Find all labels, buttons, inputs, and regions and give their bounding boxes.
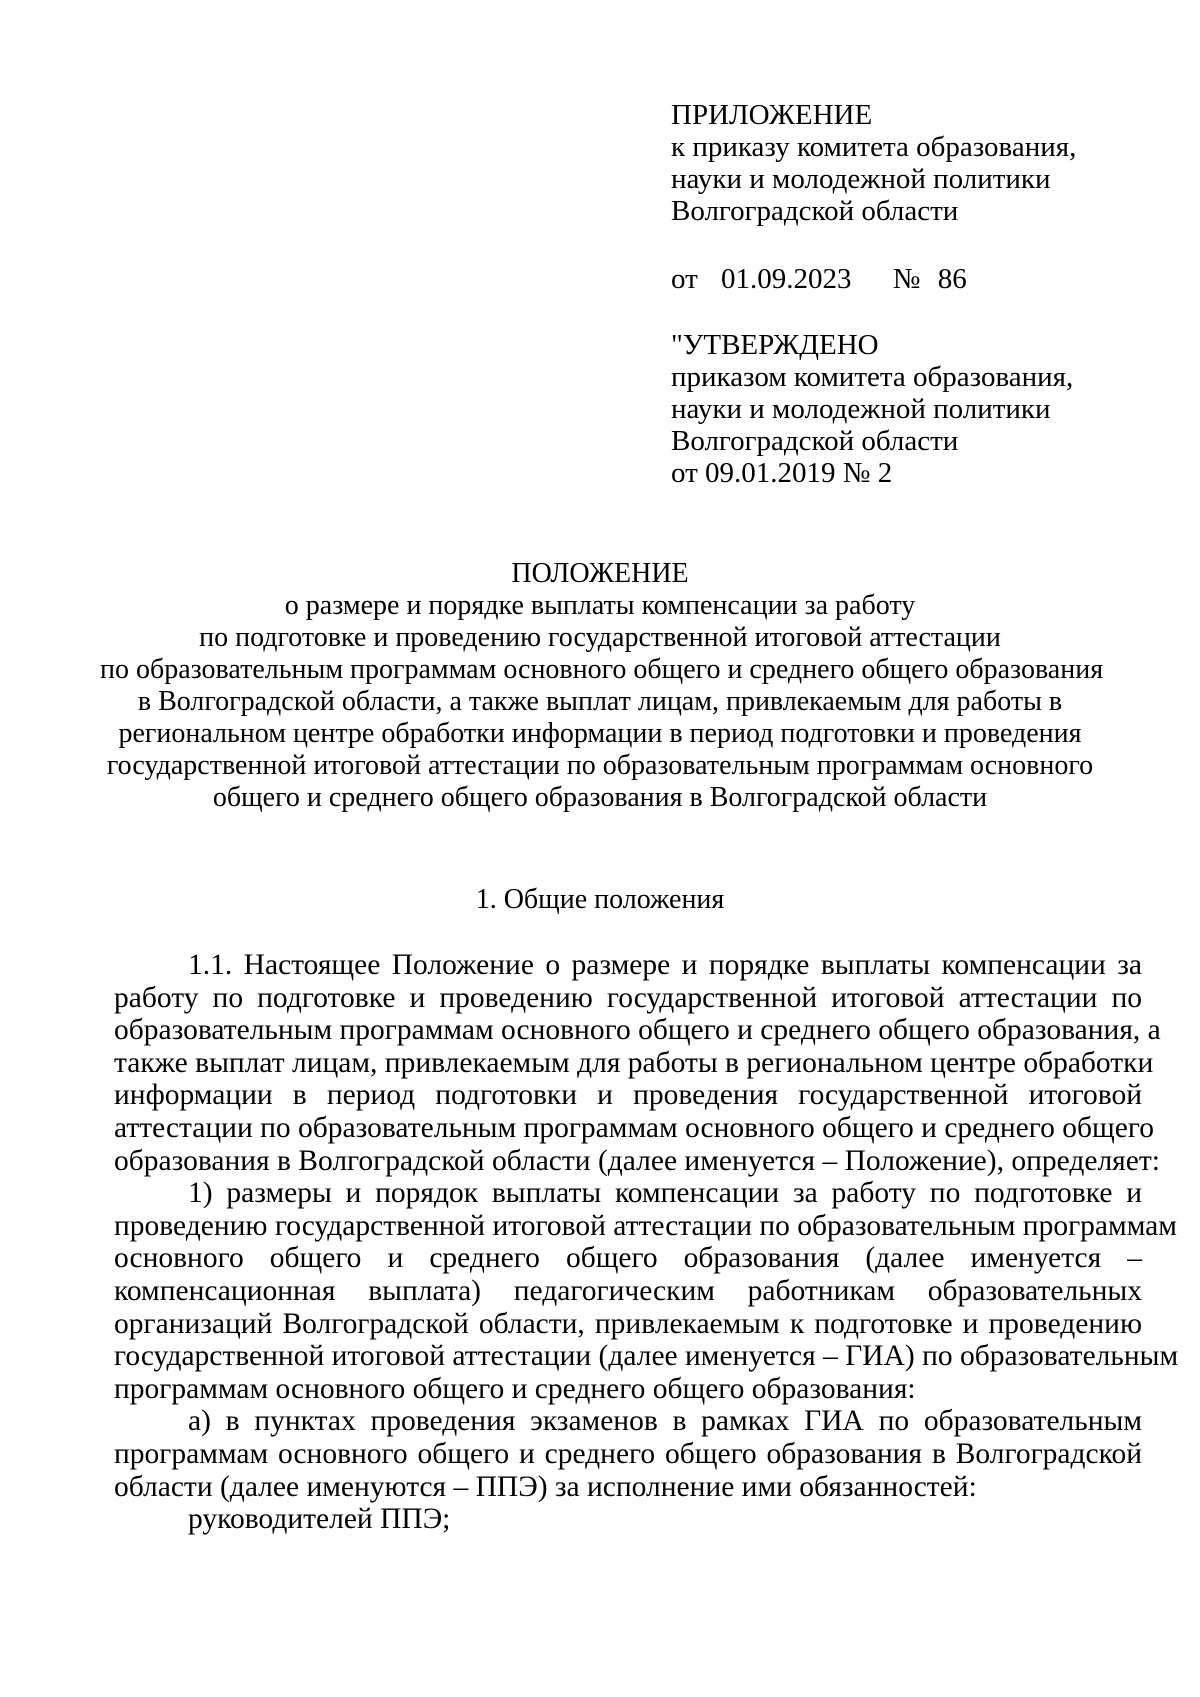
paragraph-line: организаций Волгоградской области, привлекаемым к подготовке и проведению xyxy=(114,1307,1142,1340)
approved-block xyxy=(671,329,1073,489)
order-date: 01.09.2023 xyxy=(721,263,852,295)
paragraph-line: информации в период подготовки и проведения государственной итоговой xyxy=(114,1079,1142,1112)
order-date-number xyxy=(671,263,967,295)
order-number-sign: № xyxy=(892,263,921,295)
paragraph-line: основного общего и среднего общего образования (далее именуется – xyxy=(114,1242,1142,1275)
paragraph-line: а) в пунктах проведения экзаменов в рамках ГИА по образовательным xyxy=(188,1405,1142,1438)
paragraph-line: проведению государственной итоговой аттестации по образовательным программам xyxy=(114,1209,1177,1242)
approved-line: Волгоградской области xyxy=(671,425,959,457)
title-line: государственной итоговой аттестации по образовательным программам основного xyxy=(106,750,1094,781)
approved-heading: "УТВЕРЖДЕНО xyxy=(671,329,879,361)
paragraph-line: 1) размеры и порядок выплаты компенсации за работу по подготовке и xyxy=(188,1177,1142,1210)
title-heading: ПОЛОЖЕНИЕ xyxy=(511,558,689,589)
appendix-line: Волгоградской области xyxy=(671,195,959,227)
appendix-line: к приказу комитета образования, xyxy=(671,131,1077,163)
appendix-line: науки и молодежной политики xyxy=(671,163,1051,195)
paragraph-line: образования в Волгоградской области (далее именуется – Положение), определяет: xyxy=(114,1144,1160,1177)
title-line: о размере и порядке выплаты компенсации за работу xyxy=(284,590,916,621)
paragraph-line: государственной итоговой аттестации (далее именуется – ГИА) по образовательным xyxy=(114,1340,1179,1373)
paragraph-line: образовательным программам основного общего и среднего общего образования, а xyxy=(114,1014,1161,1047)
approved-line: науки и молодежной политики xyxy=(671,393,1051,425)
paragraph-line: руководителей ППЭ; xyxy=(188,1503,451,1536)
title-line: по образовательным программам основного общего и среднего общего образования xyxy=(100,654,1104,685)
paragraph-line: также выплат лицам, привлекаемым для работы в региональном центре обработки xyxy=(114,1046,1154,1079)
approved-line: приказом комитета образования, xyxy=(671,361,1074,393)
title-line: по подготовке и проведению государственной итоговой аттестации xyxy=(199,622,1001,653)
paragraph-line: области (далее именуются – ППЭ) за исполнение ими обязанностей: xyxy=(114,1470,977,1503)
approved-line: от 09.01.2019 № 2 xyxy=(671,457,893,489)
paragraph-line: работу по подготовке и проведению государственной итоговой аттестации по xyxy=(114,981,1142,1014)
title-line: региональном центре обработки информации в период подготовки и проведения xyxy=(118,718,1082,749)
order-number: 86 xyxy=(937,263,967,295)
appendix-heading: ПРИЛОЖЕНИЕ xyxy=(671,99,873,131)
appendix-block xyxy=(671,99,1076,227)
paragraph-line: 1.1. Настоящее Положение о размере и порядке выплаты компенсации за xyxy=(188,949,1142,981)
paragraph-line: программам основного общего и среднего общего образования: xyxy=(114,1372,916,1405)
paragraph-line: аттестации по образовательным программам основного общего и среднего общего xyxy=(114,1111,1154,1144)
order-from-label: от xyxy=(671,263,698,295)
section-title: 1. Общие положения xyxy=(475,884,725,915)
paragraph-line: программам основного общего и среднего общего образования в Волгоградской xyxy=(114,1437,1142,1470)
title-line: в Волгоградской области, а также выплат лицам, привлекаемым для работы в xyxy=(137,686,1063,717)
title-line: общего и среднего общего образования в Волгоградской области xyxy=(212,782,988,813)
paragraph-line: компенсационная выплата) педагогическим работникам образовательных xyxy=(114,1274,1142,1307)
body-text xyxy=(114,949,1179,1536)
section-heading xyxy=(100,884,1100,916)
document-title xyxy=(100,558,1104,814)
